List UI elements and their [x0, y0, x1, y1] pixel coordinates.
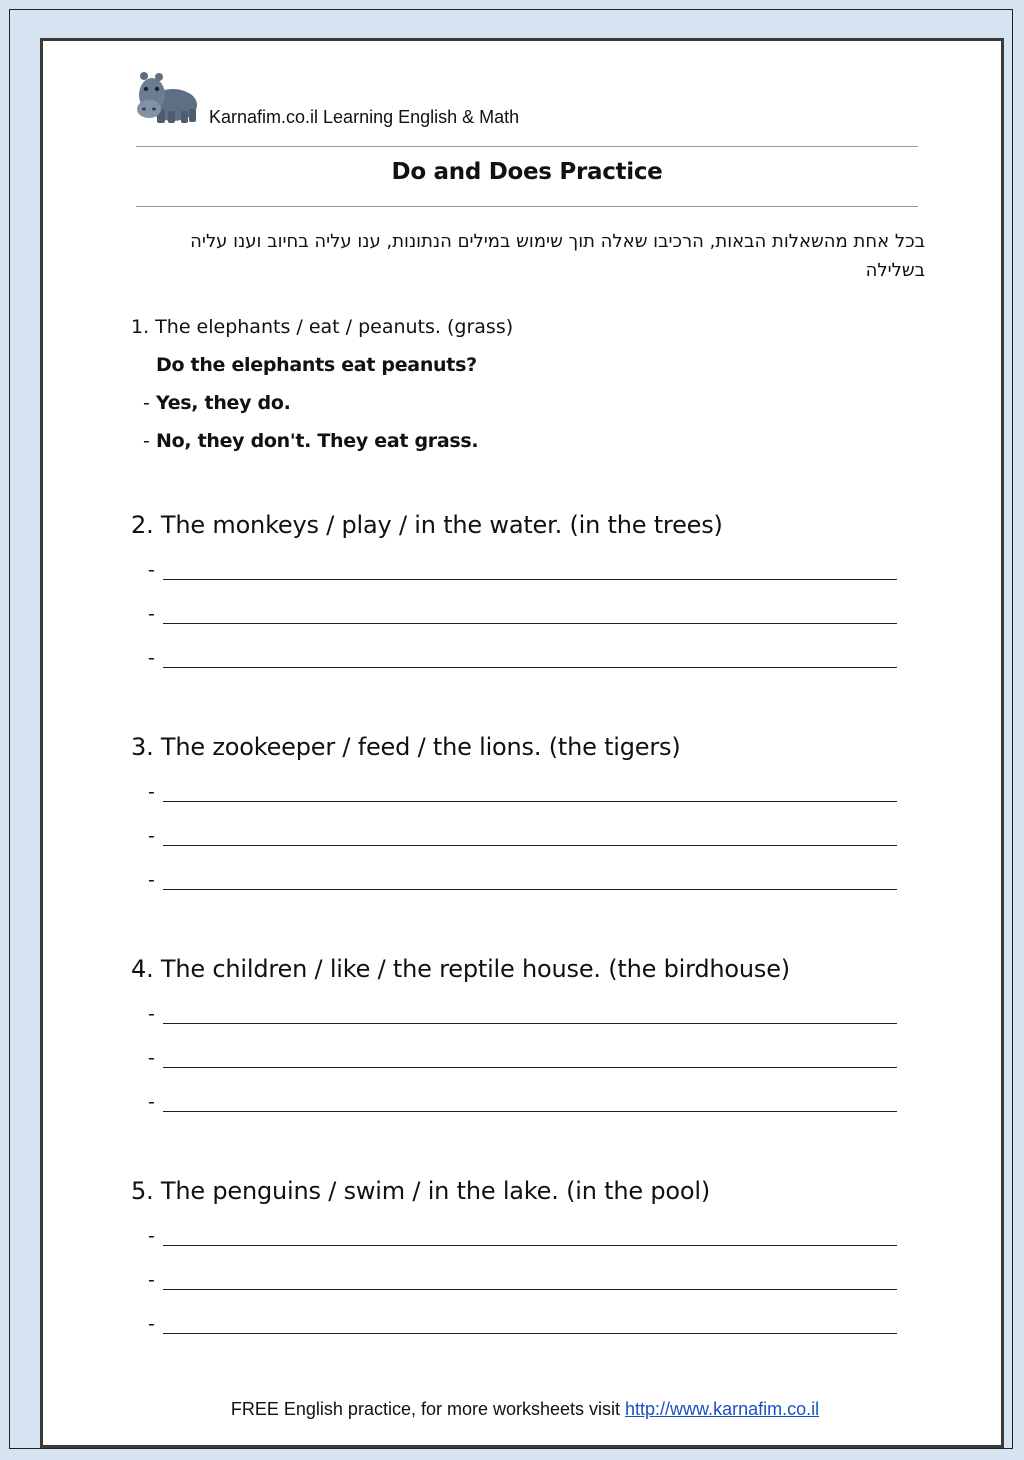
question-prompt: 2. The monkeys / play / in the water. (in the trees) [131, 511, 723, 539]
divider-bottom [136, 206, 918, 207]
answer-dash: - [148, 1091, 155, 1113]
example-negative-answer: No, they don't. They eat grass. [156, 430, 479, 452]
answer-row [148, 647, 898, 673]
footer-text: FREE English practice, for more worksheets visit [230, 1399, 626, 1419]
answer-line[interactable] [163, 623, 897, 624]
footer-link[interactable]: http://www.karnafim.co.il [625, 1399, 820, 1419]
answer-dash: - [148, 825, 155, 847]
answer-row [148, 1225, 898, 1251]
answer-row [148, 869, 898, 895]
page-background [9, 9, 1013, 1449]
answer-dash: - [148, 1269, 155, 1291]
example-dash: - [143, 430, 150, 452]
divider-top [136, 146, 918, 147]
answer-line[interactable] [163, 1333, 897, 1334]
worksheet-page [40, 38, 1004, 1448]
worksheet-title: Do and Does Practice [391, 159, 663, 185]
answer-line[interactable] [163, 889, 897, 890]
answer-dash: - [148, 559, 155, 581]
answer-dash: - [148, 869, 155, 891]
answer-line[interactable] [163, 1111, 897, 1112]
answer-line[interactable] [163, 801, 897, 802]
answer-line[interactable] [163, 1289, 897, 1290]
answer-row [148, 825, 898, 851]
example-prompt: 1. The elephants / eat / peanuts. (grass) [131, 316, 514, 338]
answer-row [148, 559, 898, 585]
hippo-icon [135, 71, 199, 127]
answer-dash: - [148, 1047, 155, 1069]
answer-line[interactable] [163, 1023, 897, 1024]
answer-row [148, 1003, 898, 1029]
answer-line[interactable] [163, 1067, 897, 1068]
example-positive-answer: Yes, they do. [156, 392, 291, 414]
question-prompt: 3. The zookeeper / feed / the lions. (the tigers) [131, 733, 681, 761]
answer-row [148, 781, 898, 807]
answer-row [148, 1269, 898, 1295]
answer-line[interactable] [163, 1245, 897, 1246]
answer-dash: - [148, 1225, 155, 1247]
example-dash: - [143, 392, 150, 414]
answer-line[interactable] [163, 579, 897, 580]
footer [43, 1399, 1007, 1420]
answer-line[interactable] [163, 667, 897, 668]
answer-line[interactable] [163, 845, 897, 846]
answer-dash: - [148, 1313, 155, 1335]
answer-row [148, 1313, 898, 1339]
question-prompt: 5. The penguins / swim / in the lake. (in the pool) [131, 1177, 710, 1205]
question-prompt: 4. The children / like / the reptile house. (the birdhouse) [131, 955, 790, 983]
answer-row [148, 1091, 898, 1117]
answer-dash: - [148, 647, 155, 669]
answer-dash: - [148, 781, 155, 803]
answer-row [148, 1047, 898, 1073]
answer-row [148, 603, 898, 629]
example-question: Do the elephants eat peanuts? [156, 354, 477, 376]
answer-dash: - [148, 603, 155, 625]
instructions-hebrew: בכל אחת מהשאלות הבאות, הרכיבו שאלה תוך שימוש במילים הנתונות, ענו עליה בחיוב וענו עליה בשלילה [190, 231, 925, 281]
site-name: Karnafim.co.il Learning English & Math [209, 107, 520, 127]
answer-dash: - [148, 1003, 155, 1025]
